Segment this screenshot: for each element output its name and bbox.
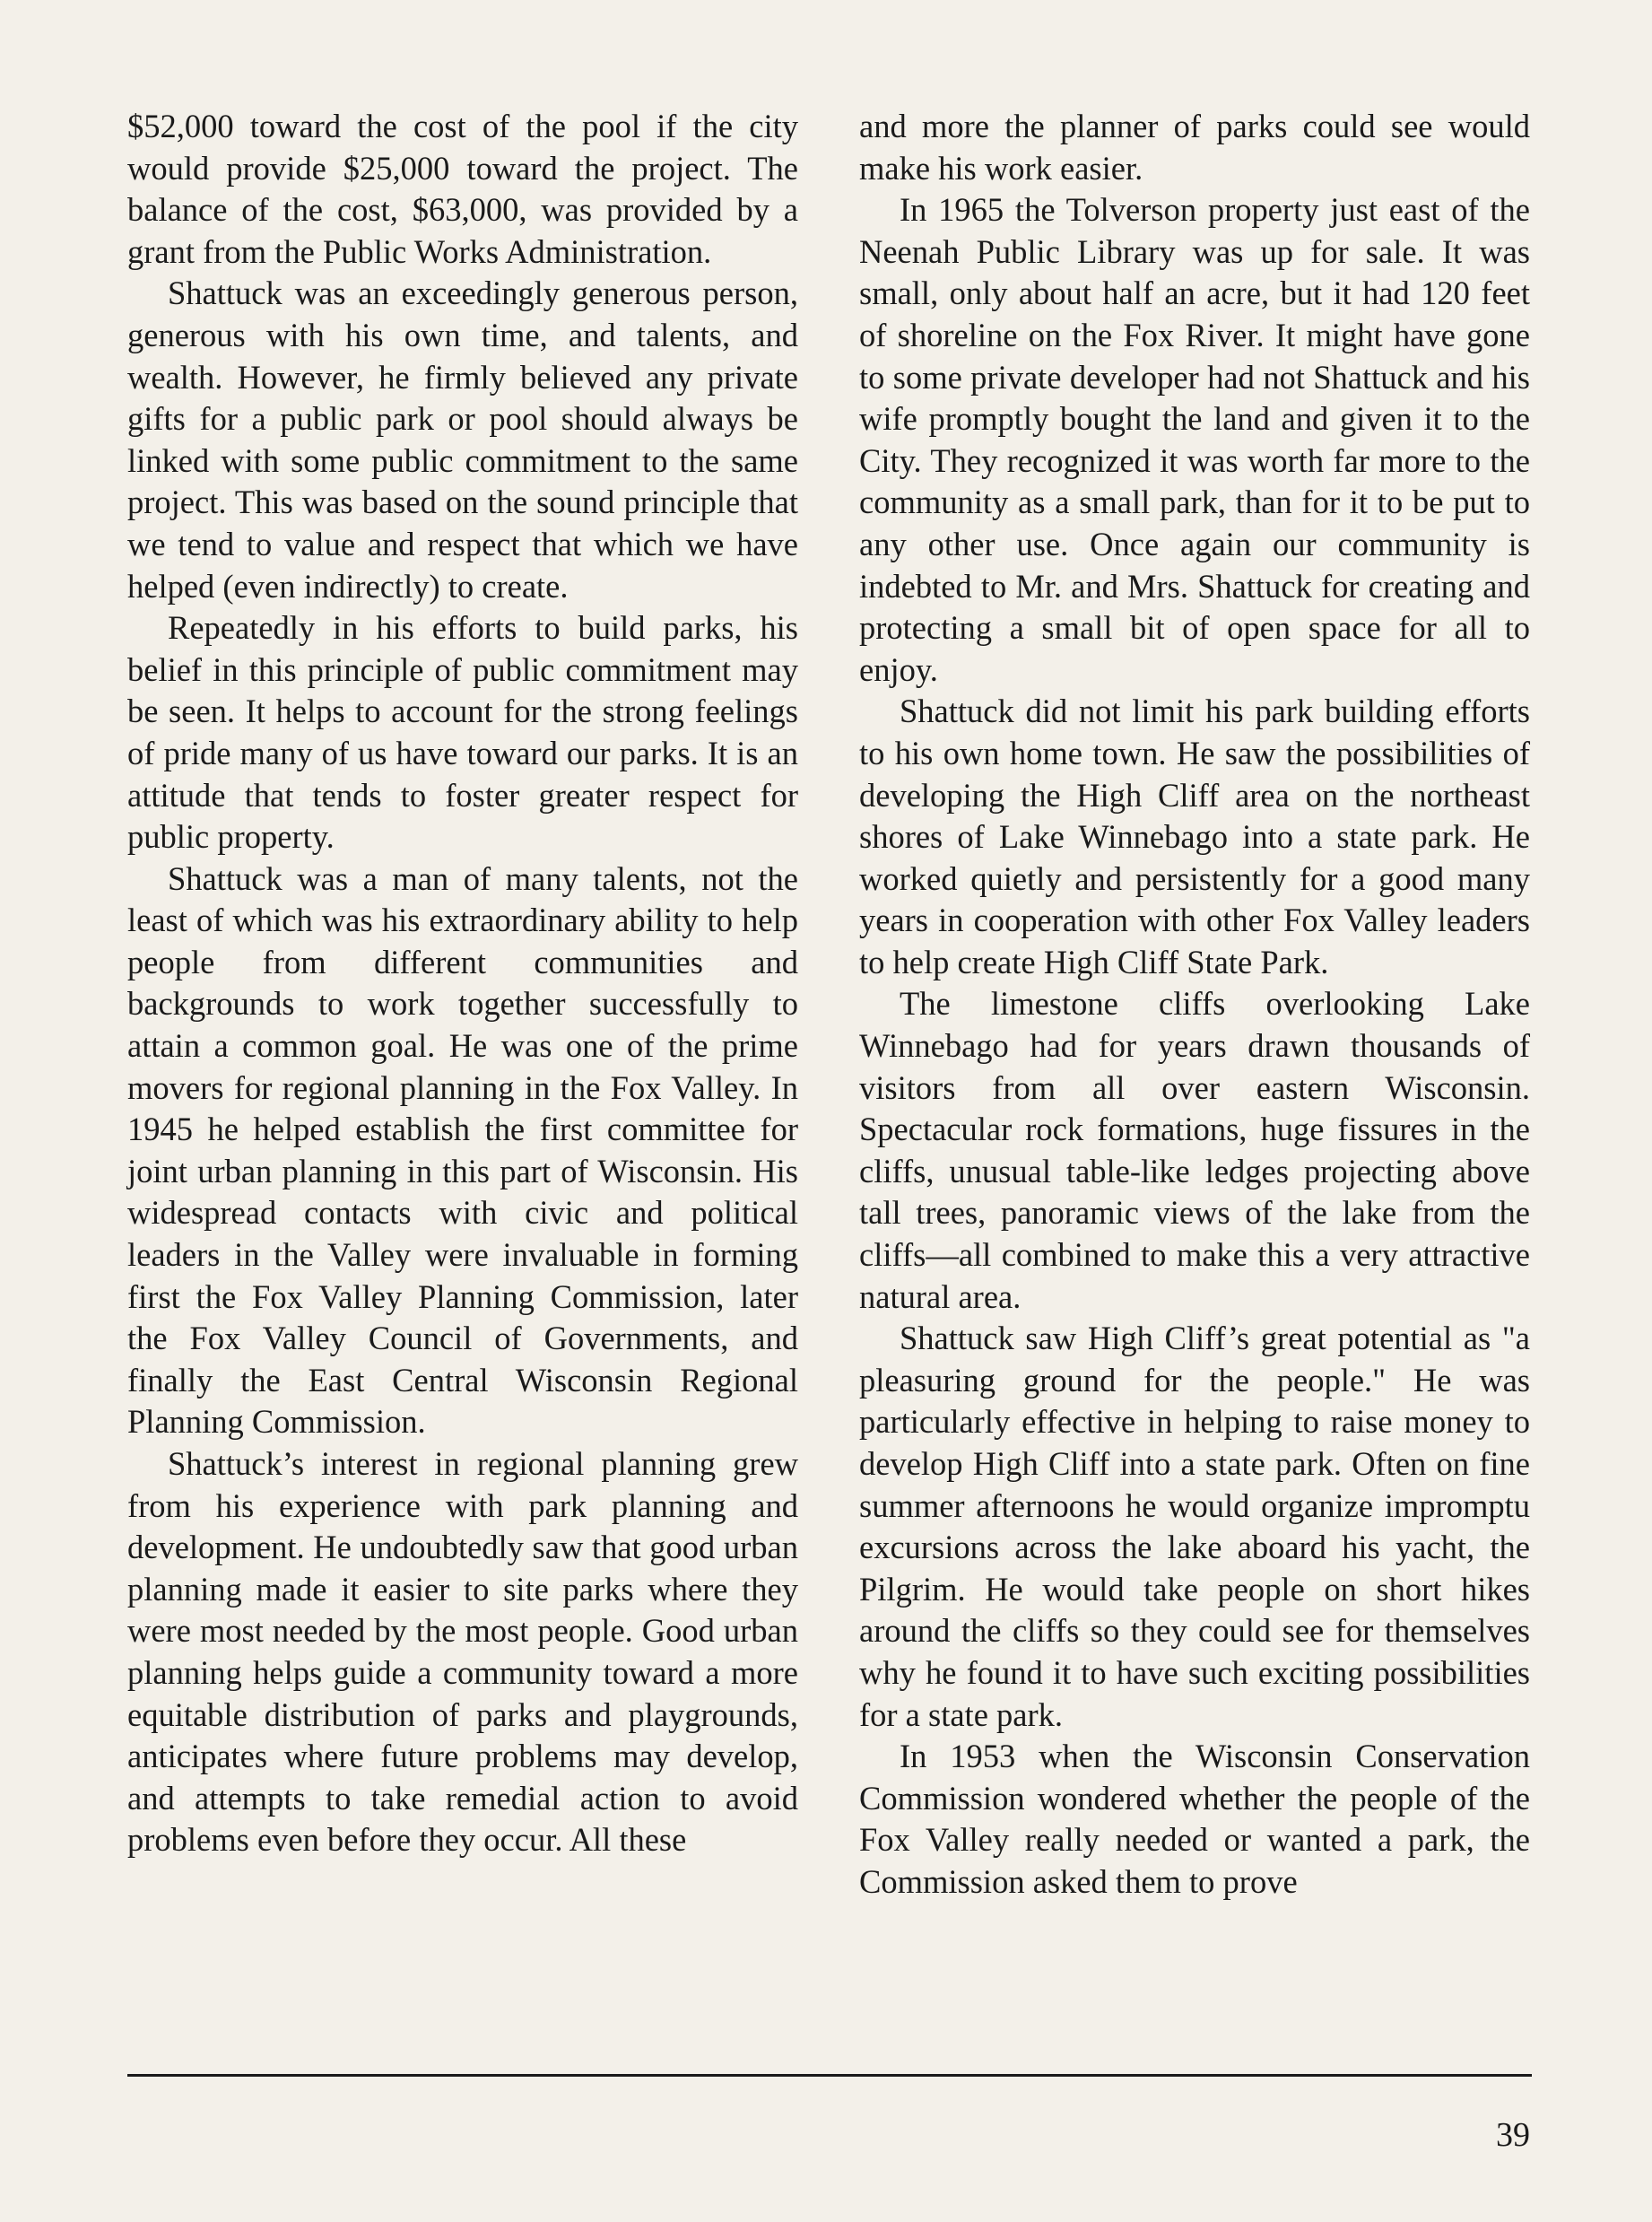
left-column (127, 106, 798, 1861)
left-paragraph-3: Repeatedly in his efforts to build parks, his belief in this principle of public commitment may be seen. It helps to account for the strong feelings of pride many of us have toward our parks. It is an attitude that tends to foster greater respect for public property. (127, 609, 798, 856)
left-paragraph-1: $52,000 toward the cost of the pool if the city would provide $25,000 toward the project. The balance of the cost, $63,000, was provided by a grant from the Public Works Administration. (127, 108, 798, 270)
right-paragraph-4: The limestone cliffs overlooking Lake Winnebago had for years drawn thousands of visitors from all over eastern Wisconsin. Spectacular rock formations, huge fissures in the cliffs, unusual table-like ledges projecting above tall trees, panoramic views of the lake from the cliffs—all combined to make this a very attractive natural area. (859, 985, 1530, 1315)
right-column (859, 106, 1530, 1904)
footer-rule (127, 2074, 1532, 2077)
right-paragraph-1: and more the planner of parks could see would make his work easier. (859, 108, 1530, 187)
left-paragraph-5: Shattuck’s interest in regional planning grew from his experience with park planning and development. He undoubtedly saw that good urban planning made it easier to site parks where they were most needed by the most people. Good urban planning helps guide a community toward a more equitable distribution of parks and playgrounds, anticipates where future problems may develop, and attempts to take remedial action to avoid problems even before they occur. All these (127, 1445, 798, 1859)
left-paragraph-2: Shattuck was an exceedingly generous person, generous with his own time, and talents, and wealth. However, he firmly believed any private gifts for a public park or pool should always be linked with some public commitment to the same project. This was based on the sound principle that we tend to value and respect that which we have helped (even indirectly) to create. (127, 274, 798, 605)
right-paragraph-3: Shattuck did not limit his park building efforts to his own home town. He saw the possibilities of developing the High Cliff area on the northeast shores of Lake Winnebago into a state park. He worked quietly and persistently for a good many years in cooperation with other Fox Valley leaders to help create High Cliff State Park. (859, 693, 1530, 980)
right-paragraph-5: Shattuck saw High Cliff’s great potential as "a pleasuring ground for the people." He was particularly effective in helping to raise money to develop High Cliff into a state park. Often on fine summer afternoons he would organize impromptu excursions across the lake aboard his yacht, the Pilgrim. He would take people on short hikes around the cliffs so they could see for themselves why he found it to have such exciting possibilities for a state park. (859, 1320, 1530, 1733)
page-number: 39 (1496, 2116, 1530, 2154)
right-paragraph-6: In 1953 when the Wisconsin Conservation Commission wondered whether the people of the Fox Valley really needed or wanted a park, the Commission asked them to prove (859, 1738, 1530, 1900)
right-paragraph-2: In 1965 the Tolverson property just east of the Neenah Public Library was up for sale. It was small, only about half an acre, but it had 120 feet of shoreline on the Fox River. It might have gone to some private developer had not Shattuck and his wife promptly bought the land and given it to the City. They recognized it was worth far more to the community as a small park, than for it to be put to any other use. Once again our community is indebted to Mr. and Mrs. Shattuck for creating and protecting a small bit of open space for all to enjoy. (859, 191, 1530, 688)
left-paragraph-4: Shattuck was a man of many talents, not the least of which was his extraordinary ability to help people from different communities and backgrounds to work together successfully to attain a common goal. He was one of the prime movers for regional planning in the Fox Valley. In 1945 he helped establish the first committee for joint urban planning in this part of Wisconsin. His widespread contacts with civic and political leaders in the Valley were invaluable in forming first the Fox Valley Planning Commission, later the Fox Valley Council of Governments, and finally the East Central Wisconsin Regional Planning Commission. (127, 859, 798, 1441)
